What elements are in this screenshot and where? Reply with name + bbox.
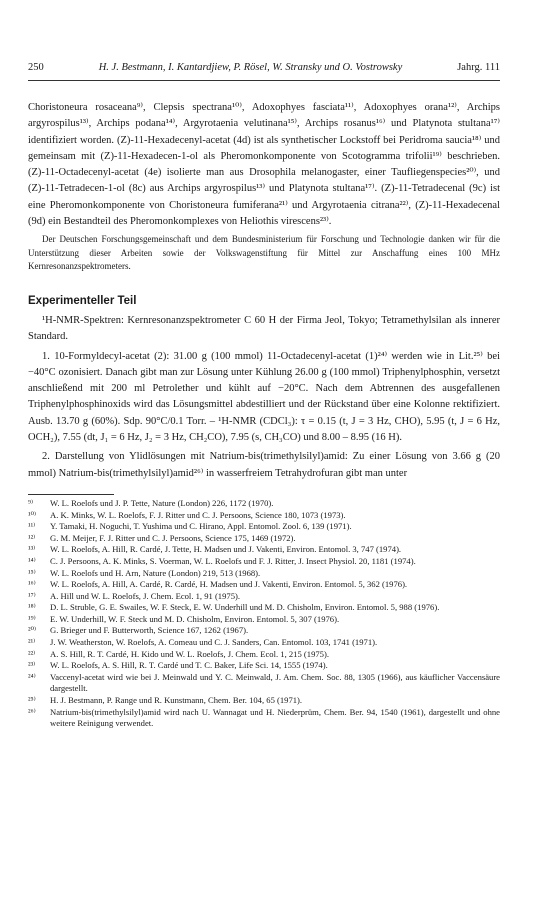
footnotes (28, 498, 500, 730)
section-title: Experimenteller Teil (28, 294, 137, 307)
page-number: 250 (28, 62, 44, 73)
footnote: ²⁰⁾ G. Brieger und F. Butterworth, Science 167, 1262 (1967). (28, 625, 249, 636)
running-authors: H. J. Bestmann, I. Kantardjiew, P. Rösel, W. Stransky und O. Vostrowsky (98, 62, 403, 73)
footnote: ¹⁰⁾ A. K. Minks, W. L. Roelofs, F. J. Ritter und C. J. Persoons, Science 180, 1073 (1973). (28, 509, 346, 520)
footnote: ¹¹⁾ Y. Tamaki, H. Noguchi, T. Yushima und C. Hirano, Appl. Entomol. Zool. 6, 139 (1971). (28, 521, 352, 532)
exp-1-paragraph: 1. 10-Formyldecyl-acetat (2): 31.00 g (100 mmol) 11-Octadecenyl-acetat (1)²⁴⁾ werden wie in Lit.²⁵⁾ bei −40°C ozonisiert. Danach gibt man zur Lösung unter Kühlung 26.00 g (100 mmol) Triphenylphosphin, versetzt anschließend mit 200 ml Petrolether und kühlt auf −20°C. Nach dem Abtrennen des ausgefallenen Triphenylphosphinoxids wird das Lösungsmittel abdestilliert und der Rückstand über eine Kolonne rektifiziert. Ausb. 13.70 g (60%). Sdp. 90°C/0.1 Torr. – ¹H-NMR (CDCl₃): τ = 0.15 (t, J = 3 Hz, CHO), 5.95 (t, J = 6 Hz, OCH₂), 7.55 (dt, J₁ = 6 Hz, J₂ = 3 Hz, CH₂CO), 7.95 (s, CH₃CO) und 8.00 – 8.95 (16 H). (28, 350, 500, 444)
footnote: ¹⁸⁾ D. L. Struble, G. E. Swailes, W. F. Steck, E. W. Underhill und M. D. Chisholm, Environ. Entomol. 5, 988 (1976). (28, 602, 440, 613)
acknowledgement: Der Deutschen Forschungsgemeinschaft und dem Bundesministerium für Forschung und Technologie danken wir für die Unterstützung dieser Arbeiten sowie der Volkswagenstiftung für Mittel zur Anschaffung eines 100 MHz Kernresonanzspektrometers. (28, 234, 500, 271)
footnote: ²⁴⁾ Vaccenyl-acetat wird wie bei J. Meinwald und Y. C. Meinwald, J. Am. Chem. Soc. 88, 1305 (1966), aus käuflicher Vaccensäure dargestellt. (28, 671, 500, 694)
footnote: ⁹⁾ W. L. Roelofs und J. P. Tette, Nature (London) 226, 1172 (1970). (28, 497, 274, 508)
footnote: ²³⁾ W. L. Roelofs, A. S. Hill, R. T. Cardé und T. C. Baker, Life Sci. 14, 1555 (1974). (28, 660, 328, 671)
footnote: ¹⁹⁾ E. W. Underhill, W. F. Steck und M. D. Chisholm, Environ. Entomol. 5, 307 (1976). (28, 613, 340, 624)
page-body (28, 100, 500, 730)
footnote: ²²⁾ A. S. Hill, R. T. Cardé, H. Kido und W. L. Roelofs, J. Chem. Ecol. 1, 215 (1975). (28, 648, 329, 659)
exp-2-paragraph: 2. Darstellung von Ylidlösungen mit Natrium-bis(trimethylsilyl)amid: Zu einer Lösung von 3.66 g (20 mmol) Natrium-bis(trimethylsilyl)amid²⁶⁾ in wasserfreiem Tetrahydrofuran gibt man unter (28, 451, 500, 479)
header-rule (28, 80, 500, 81)
footnote: ²⁶⁾ Natrium-bis(trimethylsilyl)amid wird nach U. Wannagat und H. Niederprüm, Chem. Ber. 94, 1540 (1961), dargestellt und ohne weitere Reinigung verwendet. (28, 706, 500, 729)
footnote: ¹²⁾ G. M. Meijer, F. J. Ritter und C. J. Persoons, Science 175, 1469 (1972). (28, 532, 296, 543)
exp-nmr-paragraph: ¹H-NMR-Spektren: Kernresonanzspektrometer C 60 H der Firma Jeol, Tokyo; Tetramethylsilan als innerer Standard. (28, 314, 500, 343)
footnote: ¹⁶⁾ W. L. Roelofs, A. Hill, A. Cardé, R. Cardé, H. Madsen und J. Vakenti, Environ. Entomol. 5, 362 (1976). (28, 579, 408, 590)
footnote-rule (28, 494, 114, 495)
footnote: ¹⁵⁾ W. L. Roelofs und H. Arn, Nature (London) 219, 513 (1968). (28, 567, 261, 578)
running-header (28, 62, 500, 78)
footnote: ¹³⁾ W. L. Roelofs, A. Hill, R. Cardé, J. Tette, H. Madsen und J. Vakenti, Environ. Entomol. 3, 747 (1974). (28, 544, 402, 555)
footnote: ¹⁴⁾ C. J. Persoons, A. K. Minks, S. Voerman, W. L. Roelofs und F. J. Ritter, J. Insect Physiol. 20, 1181 (1974). (28, 555, 416, 566)
footnote: ²⁵⁾ H. J. Bestmann, P. Range und R. Kunstmann, Chem. Ber. 104, 65 (1971). (28, 695, 303, 706)
journal-year: Jahrg. 111 (457, 62, 500, 73)
intro-paragraph: Choristoneura rosaceana⁹⁾, Clepsis spectrana¹⁰⁾, Adoxophyes fasciata¹¹⁾, Adoxophyes orana¹²⁾, Archips argyrospilus¹³⁾, Archips podana¹⁴⁾, Argyrotaenia velutinana¹⁵⁾, Archips rosanus¹⁶⁾ und Platynota stultana¹⁷⁾ identifiziert worden. (Z)-11-Hexadecenyl-acetat (4d) ist als synthetischer Lockstoff bei Peridroma saucia¹⁸⁾ und gemeinsam mit (Z)-11-Hexadecen-1-ol als Pheromonkomponente von Scotogramma trifolii¹⁹⁾ beschrieben. (Z)-11-Octadecenyl-acetat (4e) isolierte man aus Drosophila melanogaster, einer Taufliegenspecies²⁰⁾, und (Z)-11-Tetradecen-1-ol (8c) aus Archips argyrospilus¹³⁾ und Platynota stultana¹⁷⁾. (Z)-11-Tetradecenal (9c) ist eine Pheromonkomponente von Choristoneura fumiferana²¹⁾ und Argyrotaenia citrana²²⁾, (Z)-11-Hexadecenal (9d) ein Bestandteil des Pheromonkomplexes von Heliothis virescens²³⁾. (28, 102, 500, 228)
footnote: ²¹⁾ J. W. Weatherston, W. Roelofs, A. Comeau und C. J. Sanders, Can. Entomol. 103, 1741 (1971). (28, 637, 378, 648)
footnote: ¹⁷⁾ A. Hill und W. L. Roelofs, J. Chem. Ecol. 1, 91 (1975). (28, 590, 241, 601)
